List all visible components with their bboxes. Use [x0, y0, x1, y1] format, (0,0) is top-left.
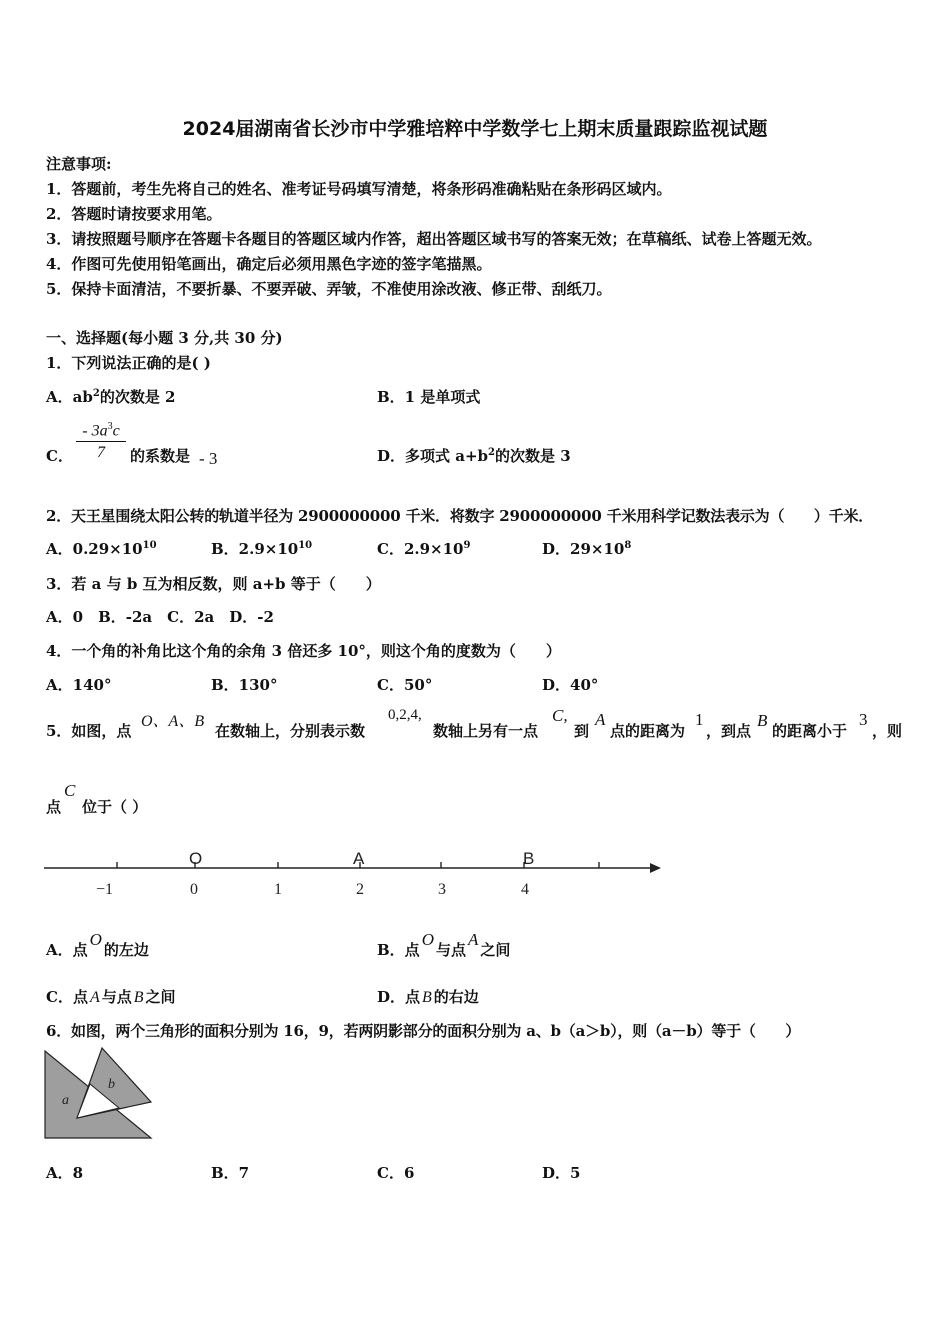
q5-one: 1 [695, 710, 704, 729]
q2-c-text: C．2.9×10 [377, 540, 464, 558]
q1-c-num-sup: 3 [107, 421, 113, 432]
q1-stem: 1．下列说法正确的是( ) [46, 354, 211, 372]
axis-tick-label: 4 [521, 881, 529, 898]
q5-points: O、A、B [141, 713, 205, 730]
q1-a-text: A．ab [46, 388, 93, 406]
q5-text-8: ，则 [872, 722, 903, 740]
figure-label-a: a [62, 1093, 69, 1108]
q5-text-6: ，到点 [706, 722, 752, 740]
q2-stem: 2．天王星围绕太阳公转的轨道半径为 2900000000 千米．将数字 2900000000 千米用科学记数法表示为（ ）千米． [46, 507, 874, 525]
q1-option-d [377, 445, 571, 466]
q2-b-sup: 10 [298, 540, 313, 551]
q5-line2-c: C [64, 781, 76, 800]
q1-option-b: B．1 是单项式 [377, 388, 481, 406]
q5-c-text: C．点 [46, 988, 88, 1006]
q1-c-post: 的系数是 [130, 447, 191, 465]
q5-three: 3 [859, 710, 868, 729]
notice-item: 4．作图可先使用铅笔画出，确定后必须用黑色字迹的签字笔描黑。 [46, 255, 492, 273]
q5-b-post: 之间 [480, 941, 511, 959]
q6-option-a: A．8 [46, 1164, 84, 1182]
q1-c-value: - 3 [199, 449, 218, 468]
axis-point-label: A [353, 849, 365, 868]
number-line-arrow [650, 863, 661, 873]
notice-heading: 注意事项: [46, 155, 112, 173]
axis-tick-label: 1 [274, 881, 282, 898]
q5-point-a: A [595, 710, 606, 729]
q5-b-o: O [421, 930, 434, 949]
q2-a-text: A．0.29×10 [46, 540, 143, 558]
q5-point-c: C, [552, 706, 568, 725]
q5-text-5: 点的距离为 [610, 722, 686, 740]
q4-option-a: A．140° [46, 676, 112, 694]
q5-text-3: 数轴上另有一点 [433, 722, 539, 740]
q4-option-b: B．130° [211, 676, 278, 694]
page-title: 2024届湖南省长沙市中学雅培粹中学数学七上期末质量跟踪监视试题 [182, 118, 768, 140]
axis-tick-label: 0 [190, 881, 198, 898]
q3-stem: 3．若 a 与 b 互为相反数，则 a+b 等于（ ） [46, 575, 381, 593]
q5-option-d [377, 986, 479, 1007]
q5-a-post: 的左边 [103, 941, 149, 959]
notice-item: 1．答题前，考生先将自己的姓名、准考证号码填写清楚，将条形码准确粘贴在条形码区域内。 [46, 180, 672, 198]
q1-c-numerator [76, 421, 126, 442]
q1-c-denominator: 7 [97, 444, 105, 462]
q5-b-text: B．点 [377, 941, 420, 959]
q1-c-label: C． [46, 447, 73, 465]
q2-option-d [542, 538, 631, 559]
q5-d-b: B [422, 989, 432, 1006]
q6-option-c: C．6 [377, 1164, 415, 1182]
q5-option-c [46, 986, 176, 1007]
figure-label-b: b [108, 1077, 115, 1092]
q1-c-fraction [76, 421, 126, 462]
number-line-figure [44, 842, 664, 902]
q1-d-text: D．多项式 a+b [377, 447, 489, 465]
q5-c-a: A [89, 989, 100, 1006]
q2-option-a [46, 538, 157, 559]
q2-option-c [377, 538, 470, 559]
q5-point-b: B [757, 711, 768, 730]
q2-a-sup: 10 [142, 540, 157, 551]
notice-item: 5．保持卡面清洁，不要折暴、不要弄破、弄皱，不准使用涂改液、修正带、刮纸刀。 [46, 280, 612, 298]
q1-d-sup: 2 [488, 447, 495, 458]
q5-text-2: 在数轴上，分别表示数 [215, 722, 366, 740]
q2-option-b [211, 538, 312, 559]
section-heading: 一、选择题(每小题 3 分,共 30 分) [46, 329, 283, 347]
q1-d-post: 的次数是 3 [494, 447, 571, 465]
q5-d-post: 的右边 [433, 988, 479, 1006]
q5-text-4: 到 [574, 722, 590, 740]
q3-options: A．0 B．-2a C．2a D．-2 [46, 608, 274, 626]
axis-tick-label: 3 [438, 881, 446, 898]
q5-c-b: B [133, 989, 144, 1006]
q5-option-a [46, 930, 149, 960]
q5-option-b [377, 930, 511, 960]
q2-c-sup: 9 [463, 540, 471, 551]
q5-text-1: 5．如图，点 [46, 722, 132, 740]
q5-numbers: 0,2,4, [388, 707, 422, 723]
q1-a-sup: 2 [92, 388, 100, 399]
q1-option-a [46, 386, 176, 407]
axis-tick-label: 2 [356, 881, 364, 898]
q4-option-c: C．50° [377, 676, 433, 694]
q5-text-7: 的距离小于 [772, 722, 848, 740]
q4-option-d: D．40° [542, 676, 599, 694]
q5-b-a: A [467, 930, 479, 949]
q1-a-post: 的次数是 2 [99, 388, 176, 406]
axis-point-label: O [189, 849, 203, 868]
q5-a-o: O [89, 930, 102, 949]
q2-d-text: D．29×10 [542, 540, 625, 558]
q5-a-text: A．点 [46, 941, 88, 959]
q1-c-num-var: c [112, 422, 120, 440]
q2-b-text: B．2.9×10 [211, 540, 299, 558]
q5-d-text: D．点 [377, 988, 421, 1006]
q6-stem: 6．如图，两个三角形的面积分别为 16，9，若两阴影部分的面积分别为 a、b（a＞b），则（a－b）等于（ ） [46, 1022, 801, 1040]
q5-line2-post: 位于（ ） [82, 798, 148, 816]
axis-tick-label: −1 [96, 881, 114, 898]
q5-b-mid: 与点 [435, 941, 466, 959]
q5-c-mid: 与点 [101, 988, 132, 1006]
q2-d-sup: 8 [624, 540, 632, 551]
axis-point-label: B [523, 849, 535, 868]
notice-item: 2．答题时请按要求用笔。 [46, 205, 222, 223]
q5-c-post: 之间 [145, 988, 176, 1006]
triangles-figure [44, 1046, 156, 1142]
q4-stem: 4．一个角的补角比这个角的余角 3 倍还多 10°，则这个角的度数为（ ） [46, 642, 561, 660]
q6-option-d: D．5 [542, 1164, 581, 1182]
q1-c-num: - 3a [82, 422, 108, 440]
q6-option-b: B．7 [211, 1164, 250, 1182]
notice-item: 3．请按照题号顺序在答题卡各题目的答题区域内作答，超出答题区域书写的答案无效；在草稿纸、试卷上答题无效。 [46, 230, 822, 248]
q5-line2-pre: 点 [46, 798, 62, 816]
